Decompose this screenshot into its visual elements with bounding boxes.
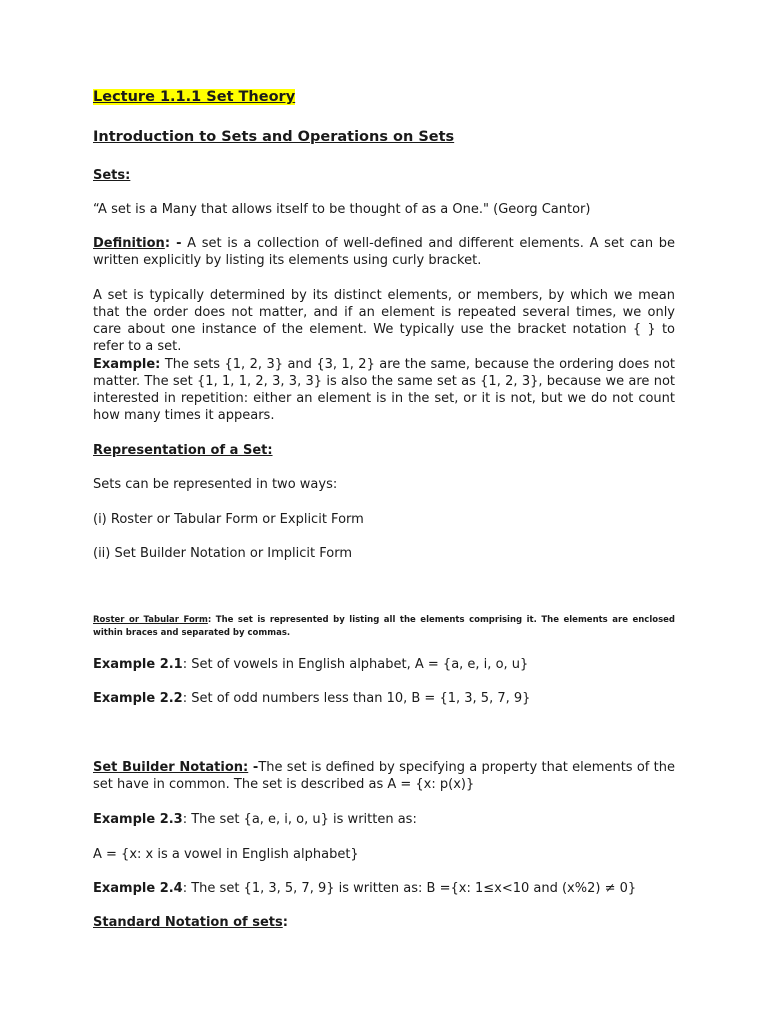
way-2: (ii) Set Builder Notation or Implicit Form [93, 546, 353, 561]
example-label: Example: [93, 357, 161, 372]
representation-heading: Representation of a Set: [93, 443, 273, 458]
way-1: (i) Roster or Tabular Form or Explicit Form [93, 512, 364, 527]
example-2-2: Example 2.2: Set of odd numbers less than 10, B = {1, 3, 5, 7, 9} [93, 691, 531, 706]
distinct-elements-paragraph: A set is typically determined by its distinct elements, or members, by which we mean that the order does not matter, and if an element is repeated several times, we only care about one instance of the element. We typically use the bracket notation { } to refer to a set. [93, 288, 675, 354]
sets-heading: Sets: [93, 168, 131, 183]
set-builder-label: Set Builder Notation: [93, 760, 249, 775]
definition-label: Definition [93, 236, 165, 251]
section-title: Introduction to Sets and Operations on Sets [93, 129, 455, 145]
two-ways-text: Sets can be represented in two ways: [93, 477, 338, 492]
standard-notation-heading: Standard Notation of sets: [93, 915, 288, 930]
definition-paragraph: Definition: - A set is a collection of well-defined and different elements. A set can be written explicitly by listing its elements using curly bracket. [93, 236, 675, 268]
roster-definition: Roster or Tabular Form: The set is represented by listing all the elements comprising it. The elements are enclosed within braces and separated by commas. [93, 615, 676, 638]
set-builder-paragraph: Set Builder Notation: -The set is defined by specifying a property that elements of the set have in common. The set is described as A = {x: p(x)} [93, 760, 676, 792]
example-2-4: Example 2.4: The set {1, 3, 5, 7, 9} is written as: B ={x: 1≤x<10 and (x%2) ≠ 0} [93, 881, 637, 896]
lecture-title: Lecture 1.1.1 Set Theory [93, 89, 296, 105]
example-2-3: Example 2.3: The set {a, e, i, o, u} is written as: [93, 812, 417, 827]
cantor-quote: “A set is a Many that allows itself to be thought of as a One." (Georg Cantor) [93, 202, 591, 217]
roster-label: Roster or Tabular Form [93, 615, 208, 625]
example-paragraph: Example: The sets {1, 2, 3} and {3, 1, 2} are the same, because the ordering does not matter. The set {1, 1, 1, 2, 3, 3, 3} is also the same set as {1, 2, 3}, because we are not interested in repetition: either an element is in the set, or it is not, but we do not count how many times it appears. [93, 357, 675, 423]
vowel-set-definition: A = {x: x is a vowel in English alphabet} [93, 847, 359, 862]
example-2-1: Example 2.1: Set of vowels in English alphabet, A = {a, e, i, o, u} [93, 657, 529, 672]
